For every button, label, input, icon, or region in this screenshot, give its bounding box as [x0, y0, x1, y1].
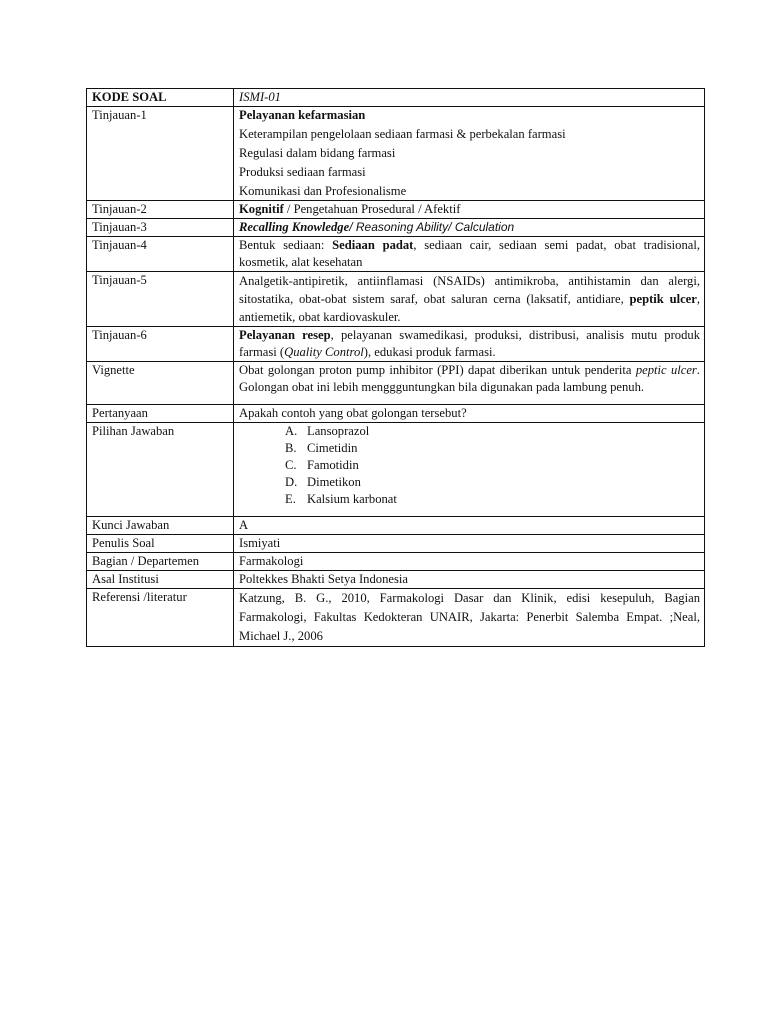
- tinjauan-1-title: Pelayanan kefarmasian: [239, 108, 366, 122]
- value-asal-institusi: Poltekkes Bhakti Setya Indonesia: [234, 571, 705, 589]
- label-tinjauan-5: Tinjauan-5: [87, 272, 234, 327]
- label-tinjauan-4: Tinjauan-4: [87, 237, 234, 272]
- option-letter: C.: [285, 458, 297, 472]
- answer-option: [285, 440, 700, 457]
- option-letter: D.: [285, 475, 298, 489]
- label-kunci-jawaban: Kunci Jawaban: [87, 517, 234, 535]
- answer-option: [285, 457, 700, 474]
- label-pilihan-jawaban: Pilihan Jawaban: [87, 423, 234, 517]
- tinjauan-6-bold: Pelayanan resep: [239, 328, 331, 342]
- tinjauan-3-rest: / Reasoning Ability/ Calculation: [349, 220, 515, 234]
- value-kode-soal: ISMI-01: [234, 89, 705, 107]
- value-tinjauan-4: [234, 237, 705, 272]
- value-bagian-departemen: Farmakologi: [234, 553, 705, 571]
- tinjauan-1-item: Keterampilan pengelolaan sediaan farmasi & perbekalan farmasi: [239, 127, 566, 141]
- question-table: [86, 88, 705, 647]
- vignette-post: . Golongan obat ini lebih menggguntungkan bila digunakan pada lambung penuh.: [239, 363, 700, 394]
- row-kunci-jawaban: [87, 517, 705, 535]
- label-tinjauan-6: Tinjauan-6: [87, 327, 234, 362]
- tinjauan-1-item: Produksi sediaan farmasi: [239, 165, 366, 179]
- answer-options-list: [239, 423, 700, 508]
- tinjauan-4-post: , sediaan cair, sediaan semi padat, obat tradisional, kosmetik, alat kesehatan: [239, 238, 700, 269]
- tinjauan-5-pre: Analgetik-antipiretik, antiinflamasi (NSAIDs) antimikroba, antihistamin dan alergi, sitostatika, obat-obat sistem saraf, obat saluran cerna (laksatif, antidiare,: [239, 274, 700, 306]
- row-asal-institusi: [87, 571, 705, 589]
- row-tinjauan-1: [87, 107, 705, 201]
- row-pertanyaan: [87, 405, 705, 423]
- label-bagian-departemen: Bagian / Departemen: [87, 553, 234, 571]
- value-pertanyaan: Apakah contoh yang obat golongan tersebut?: [234, 405, 705, 423]
- value-referensi: Katzung, B. G., 2010, Farmakologi Dasar dan Klinik, edisi kesepuluh, Bagian Farmakologi, Fakultas Kedokteran UNAIR, Jakarta: Penerbit Salemba Empat. ;Neal, Michael J., 2006: [234, 589, 705, 647]
- option-text: Lansoprazol: [307, 424, 370, 438]
- row-tinjauan-4: [87, 237, 705, 272]
- option-text: Dimetikon: [307, 475, 361, 489]
- vignette-pre: Obat golongan proton pump inhibitor (PPI) dapat diberikan untuk penderita: [239, 363, 636, 377]
- vignette-italic: peptic ulcer: [635, 363, 697, 377]
- row-bagian-departemen: [87, 553, 705, 571]
- tinjauan-2-bold: Kognitif: [239, 202, 284, 216]
- value-penulis-soal: Ismiyati: [234, 535, 705, 553]
- option-letter: A.: [285, 424, 298, 438]
- label-vignette: Vignette: [87, 362, 234, 405]
- value-vignette: [234, 362, 705, 405]
- tinjauan-5-bold: peptik ulcer: [629, 292, 697, 306]
- row-tinjauan-3: [87, 219, 705, 237]
- value-tinjauan-3: [234, 219, 705, 237]
- row-pilihan-jawaban: [87, 423, 705, 517]
- tinjauan-5-post: , antiemetik, obat kardiovaskuler.: [239, 292, 700, 324]
- option-text: Kalsium karbonat: [307, 492, 397, 506]
- label-kode-soal: KODE SOAL: [87, 89, 234, 107]
- tinjauan-6-italic: Quality Control: [284, 345, 364, 359]
- answer-option: [285, 491, 700, 508]
- answer-option: [285, 423, 700, 440]
- label-asal-institusi: Asal Institusi: [87, 571, 234, 589]
- value-kunci-jawaban: A: [234, 517, 705, 535]
- row-referensi: [87, 589, 705, 647]
- label-referensi: Referensi /literatur: [87, 589, 234, 647]
- tinjauan-6-mid: , pelayanan swamedikasi, produksi, distribusi, analisis mutu produk farmasi (: [239, 328, 700, 359]
- value-tinjauan-2: [234, 201, 705, 219]
- tinjauan-4-pre: Bentuk sediaan:: [239, 238, 333, 252]
- option-letter: B.: [285, 441, 297, 455]
- tinjauan-6-post: ), edukasi produk farmasi.: [363, 345, 496, 359]
- label-tinjauan-1: Tinjauan-1: [87, 107, 234, 201]
- tinjauan-2-rest: / Pengetahuan Prosedural / Afektif: [283, 202, 461, 216]
- option-text: Cimetidin: [307, 441, 358, 455]
- row-tinjauan-2: [87, 201, 705, 219]
- row-tinjauan-5: [87, 272, 705, 327]
- row-penulis-soal: [87, 535, 705, 553]
- label-pertanyaan: Pertanyaan: [87, 405, 234, 423]
- value-pilihan-jawaban: [234, 423, 705, 517]
- option-letter: E.: [285, 492, 296, 506]
- label-tinjauan-3: Tinjauan-3: [87, 219, 234, 237]
- option-text: Famotidin: [307, 458, 359, 472]
- tinjauan-4-bold: Sediaan padat: [332, 238, 414, 252]
- tinjauan-3-bold-italic: Recalling Knowledge: [239, 220, 350, 234]
- value-tinjauan-1: [234, 107, 705, 201]
- label-tinjauan-2: Tinjauan-2: [87, 201, 234, 219]
- value-tinjauan-5: [234, 272, 705, 327]
- tinjauan-1-item: Regulasi dalam bidang farmasi: [239, 146, 396, 160]
- value-tinjauan-6: [234, 327, 705, 362]
- row-kode-soal: [87, 89, 705, 107]
- row-vignette: [87, 362, 705, 405]
- answer-option: [285, 474, 700, 491]
- label-penulis-soal: Penulis Soal: [87, 535, 234, 553]
- tinjauan-1-item: Komunikasi dan Profesionalisme: [239, 184, 407, 198]
- row-tinjauan-6: [87, 327, 705, 362]
